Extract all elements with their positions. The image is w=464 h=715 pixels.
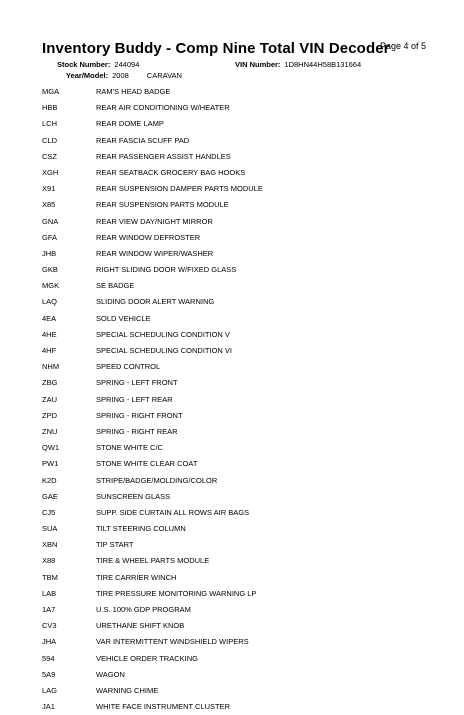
list-item (42, 181, 422, 197)
option-description: REAR DOME LAMP (96, 119, 164, 129)
list-item (42, 424, 422, 440)
option-description: REAR AIR CONDITIONING W/HEATER (96, 103, 230, 113)
vin-number-value: 1D8HN44H58B131664 (284, 60, 362, 69)
option-description: SPEED CONTROL (96, 362, 161, 372)
option-code: XGH (42, 167, 59, 177)
option-description: TIRE PRESSURE MONITORING WARNING LP (96, 588, 257, 598)
option-code: SUA (42, 524, 58, 534)
stock-number (57, 60, 139, 69)
list-item (42, 278, 422, 294)
list-item (42, 311, 422, 327)
option-description: SPRING - RIGHT REAR (96, 426, 178, 436)
option-description: SPECIAL SCHEDULING CONDITION V (96, 329, 230, 339)
option-code-list (42, 84, 422, 715)
list-item (42, 634, 422, 650)
stock-number-label: Stock Number: (57, 60, 111, 69)
option-description: REAR SEATBACK GROCERY BAG HOOKS (96, 167, 246, 177)
option-description: SPRING - LEFT REAR (96, 394, 173, 404)
option-description: SE BADGE (96, 281, 135, 291)
option-code: MGA (42, 87, 60, 96)
option-code: PW1 (42, 459, 59, 469)
option-code: GFA (42, 232, 58, 242)
option-code: CSZ (42, 151, 57, 161)
option-code: XBN (42, 540, 58, 550)
option-description: TIRE & WHEEL PARTS MODULE (96, 556, 210, 566)
page-title: Inventory Buddy - Comp Nine Total VIN Decoder (42, 40, 390, 57)
option-description: REAR SUSPENSION DAMPER PARTS MODULE (96, 184, 263, 194)
list-item (42, 537, 422, 553)
list-item (42, 214, 422, 230)
list-item (42, 359, 422, 375)
option-description: WAGON (96, 669, 125, 679)
list-item (42, 521, 422, 537)
option-code: X85 (42, 200, 56, 210)
option-code: LAG (42, 685, 58, 695)
vin-number (235, 60, 361, 69)
list-item (42, 375, 422, 391)
option-code: 1A7 (42, 605, 56, 614)
option-code: 4HF (42, 346, 57, 355)
option-description: STRIPE/BADGE/MOLDING/COLOR (96, 475, 218, 485)
option-code: LCH (42, 119, 58, 129)
list-item (42, 246, 422, 262)
list-item (42, 230, 422, 246)
option-code: MGK (42, 281, 60, 291)
option-description: SUPP. SIDE CURTAIN ALL ROWS AIR BAGS (96, 507, 250, 517)
option-description: REAR VIEW DAY/NIGHT MIRROR (96, 216, 213, 226)
option-code: CLD (42, 135, 58, 145)
option-code: X91 (42, 184, 56, 194)
list-item (42, 667, 422, 683)
option-description: RAM'S HEAD BADGE (96, 87, 171, 96)
option-code: JHA (42, 637, 57, 647)
option-description: TIRE CARRIER WINCH (96, 572, 177, 582)
list-item (42, 505, 422, 521)
list-item (42, 100, 422, 116)
year-model (66, 71, 182, 80)
option-description: REAR FASCIA SCUFF PAD (96, 135, 190, 145)
list-item (42, 392, 422, 408)
year-value: 2008 (112, 71, 129, 80)
option-code: K2D (42, 475, 57, 485)
list-item (42, 197, 422, 213)
option-description: REAR SUSPENSION PARTS MODULE (96, 200, 229, 210)
option-description: SLIDING DOOR ALERT WARNING (96, 297, 215, 307)
option-description: SOLD VEHICLE (96, 313, 151, 323)
option-code: TBM (42, 572, 58, 582)
option-code: CV3 (42, 621, 57, 631)
option-code: QW1 (42, 443, 60, 453)
list-item (42, 84, 422, 100)
model-value: CARAVAN (146, 71, 182, 80)
list-item (42, 408, 422, 424)
option-description: SPRING - RIGHT FRONT (96, 410, 183, 420)
option-code: 5A9 (42, 669, 56, 679)
option-description: WHITE FACE INSTRUMENT CLUSTER (96, 702, 231, 712)
list-item (42, 149, 422, 165)
list-item (42, 440, 422, 456)
vin-number-label: VIN Number: (235, 60, 281, 69)
list-item (42, 602, 422, 618)
list-item (42, 327, 422, 343)
option-code: X88 (42, 556, 56, 566)
option-code: NHM (42, 362, 60, 372)
list-item (42, 570, 422, 586)
list-item (42, 651, 422, 667)
option-code: GAE (42, 491, 58, 501)
option-code: JA1 (42, 702, 55, 712)
option-description: TIP START (96, 540, 134, 550)
option-code: LAB (42, 588, 57, 598)
option-description: REAR WINDOW DEFROSTER (96, 232, 201, 242)
list-item (42, 618, 422, 634)
list-item (42, 473, 422, 489)
option-code: GKB (42, 265, 58, 275)
option-description: TILT STEERING COLUMN (96, 524, 186, 534)
page-number: Page 4 of 5 (380, 41, 427, 51)
list-item (42, 116, 422, 132)
option-description: RIGHT SLIDING DOOR W/FIXED GLASS (96, 265, 237, 275)
list-item (42, 683, 422, 699)
option-description: WARNING CHIME (96, 685, 159, 695)
list-item (42, 456, 422, 472)
list-item (42, 165, 422, 181)
option-description: SPECIAL SCHEDULING CONDITION VI (96, 346, 232, 355)
option-code: ZBG (42, 378, 58, 388)
option-code: JHB (42, 248, 57, 258)
option-code: LAQ (42, 297, 58, 307)
list-item (42, 262, 422, 278)
list-item (42, 553, 422, 569)
option-code: HBB (42, 103, 58, 113)
option-code: ZNU (42, 426, 58, 436)
year-model-label: Year/Model: (66, 71, 109, 80)
option-code: 594 (42, 653, 55, 663)
list-item (42, 133, 422, 149)
list-item (42, 699, 422, 715)
option-description: SUNSCREEN GLASS (96, 491, 171, 501)
option-code: GNA (42, 216, 59, 226)
option-description: VEHICLE ORDER TRACKING (96, 653, 198, 663)
list-item (42, 343, 422, 359)
option-code: ZPD (42, 410, 57, 420)
option-description: REAR WINDOW WIPER/WASHER (96, 248, 214, 258)
option-description: REAR PASSENGER ASSIST HANDLES (96, 151, 231, 161)
option-code: CJ5 (42, 507, 56, 517)
list-item (42, 294, 422, 310)
option-code: 4HE (42, 329, 57, 339)
option-description: STONE WHITE C/C (96, 443, 163, 453)
option-description: U.S. 100% GDP PROGRAM (96, 605, 191, 614)
option-description: SPRING - LEFT FRONT (96, 378, 178, 388)
option-description: STONE WHITE CLEAR COAT (96, 459, 198, 469)
option-description: VAR INTERMITTENT WINDSHIELD WIPERS (96, 637, 249, 647)
option-code: 4EA (42, 313, 57, 323)
option-code: ZAU (42, 394, 57, 404)
option-description: URETHANE SHIFT KNOB (96, 621, 185, 631)
stock-number-value: 244094 (114, 60, 140, 69)
list-item (42, 489, 422, 505)
